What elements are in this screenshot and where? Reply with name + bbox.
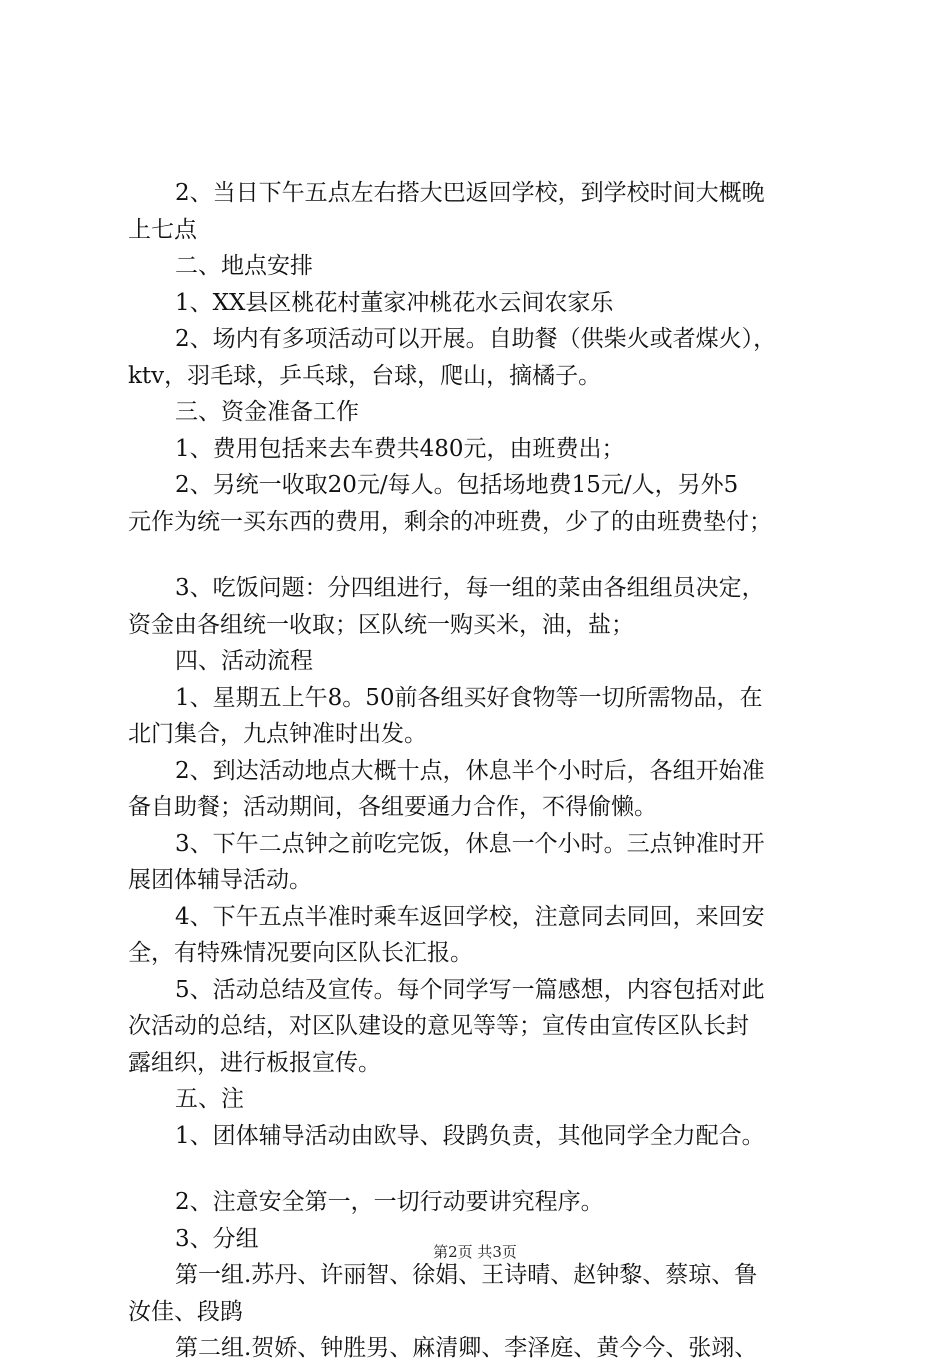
text-line-19: 展团体辅导活动。 — [128, 867, 312, 893]
text-line-7: 三、资金准备工作 — [175, 399, 359, 425]
page-footer: 第2页 共3页 — [433, 1243, 517, 1261]
paragraph-gap — [128, 1154, 834, 1184]
document-body — [128, 175, 834, 1367]
text-line-15: 北门集合，九点钟准时出发。 — [128, 721, 427, 747]
text-line-11: 3、吃饭问题：分四组进行，每一组的菜由各组组员决定， — [175, 575, 765, 601]
text-line-6: ktv，羽毛球，乒乓球，台球，爬山，摘橘子。 — [128, 362, 602, 389]
text-line-8: 1、费用包括来去车费共480元，由班费出； — [175, 435, 625, 462]
text-line-29: 第一组.苏丹、许丽智、徐娟、王诗晴、赵钟黎、蔡琼、鲁 — [175, 1262, 758, 1288]
text-line-31: 第二组.贺娇、钟胜男、麻清卿、李泽庭、黄今今、张翊、 — [175, 1335, 758, 1361]
text-line-17: 备自助餐；活动期间，各组要通力合作，不得偷懒。 — [128, 794, 657, 820]
text-line-20: 4、下午五点半准时乘车返回学校，注意同去同回，来回安 — [175, 903, 765, 930]
text-line-22: 5、活动总结及宣传。每个同学写一篇感想，内容包括对此 — [175, 976, 765, 1003]
text-line-23: 次活动的总结，对区队建设的意见等等；宣传由宣传区队长封 — [128, 1013, 749, 1039]
paragraph-gap — [128, 540, 834, 570]
text-line-30: 汝佳、段鹍 — [128, 1298, 243, 1325]
text-line-3: 二、地点安排 — [175, 253, 313, 279]
text-line-5: 2、场内有多项活动可以开展。自助餐（供柴火或者煤火）， — [175, 326, 777, 352]
text-line-21: 全，有特殊情况要向区队长汇报。 — [128, 940, 473, 966]
text-line-16: 2、到达活动地点大概十点，休息半个小时后，各组开始准 — [175, 757, 765, 784]
text-line-18: 3、下午二点钟之前吃完饭，休息一个小时。三点钟准时开 — [175, 830, 765, 857]
text-line-25: 五、注 — [175, 1086, 244, 1112]
text-line-14: 1、星期五上午8。50前各组买好食物等一切所需物品，在 — [175, 684, 763, 711]
text-line-2: 上七点 — [128, 216, 197, 243]
text-line-10: 元作为统一买东西的费用，剩余的冲班费，少了的由班费垫付； — [128, 508, 772, 535]
text-line-12: 资金由各组统一收取；区队统一购买米，油，盐； — [128, 611, 634, 638]
text-line-4: 1、XX县区桃花村董家冲桃花水云间农家乐 — [175, 289, 614, 316]
text-line-1: 2、当日下午五点左右搭大巴返回学校，到学校时间大概晚 — [175, 180, 765, 206]
text-line-13: 四、活动流程 — [175, 648, 313, 674]
text-line-27: 2、注意安全第一，一切行动要讲究程序。 — [175, 1189, 604, 1215]
text-line-28: 3、分组 — [175, 1225, 259, 1252]
text-line-26: 1、团体辅导活动由欧导、段鹍负责，其他同学全力配合。 — [175, 1122, 765, 1149]
text-line-9: 2、另统一收取20元/每人。包括场地费15元/人，另外5 — [175, 472, 739, 498]
text-line-24: 露组织，进行板报宣传。 — [128, 1049, 381, 1076]
